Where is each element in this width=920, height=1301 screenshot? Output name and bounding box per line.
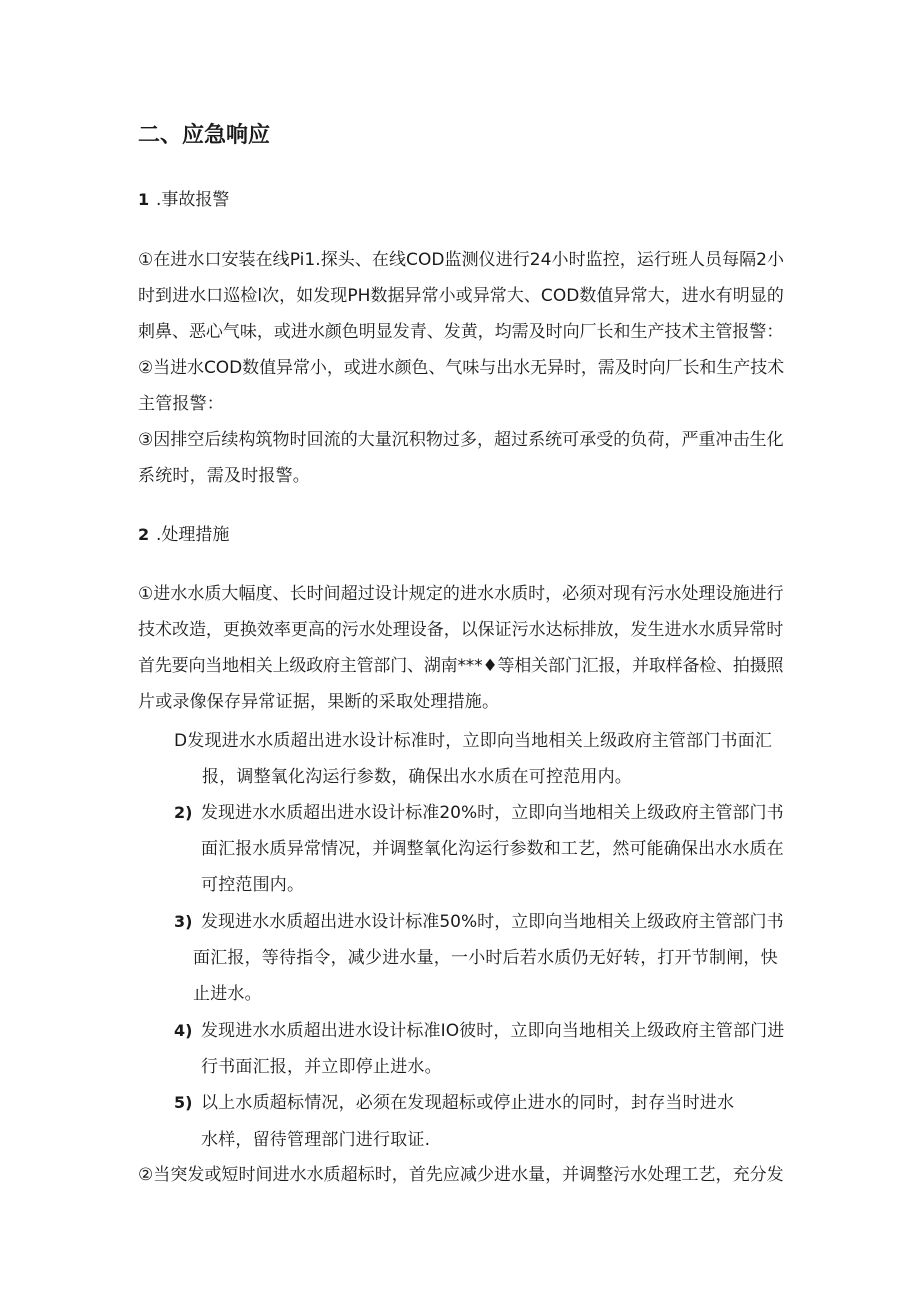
section2-title: .处理措施 bbox=[156, 525, 230, 545]
section2-line-3: 首先要向当地相关上级政府主管部门、湖南***♦等相关部门汇报，并取样备检、拍摄照 bbox=[138, 656, 784, 676]
section1-title: .事故报警 bbox=[156, 190, 230, 210]
item3-line-2: 面汇报，等待指令，减少进水量，一小时后若水质仍无好转，打开节制闸，快 bbox=[193, 948, 778, 968]
item5-line-1: 以上水质超标情况，必须在发现超标或停止进水的同时，封存当时进水 bbox=[201, 1093, 735, 1113]
section1-line-3: 刺鼻、恶心气味，或进水颜色明显发青、发黄，均需及时向厂长和生产技术主管报警： bbox=[138, 322, 784, 342]
item3-line-1: 发现进水水质超出进水设计标准50%时，立即向当地相关上级政府主管部门书 bbox=[201, 912, 784, 932]
item4-line-2: 行书面汇报，并立即停止进水。 bbox=[201, 1057, 442, 1077]
item2-line-1: 发现进水水质超出进水设计标准20%时，立即向当地相关上级政府主管部门书 bbox=[201, 803, 784, 823]
item2-line-2: 面汇报水质异常情况，并调整氧化沟运行参数和工艺，然可能确保出水水质在 bbox=[201, 839, 784, 859]
section1-line-1: ①在进水口安装在线Pi1.探头、在线COD监测仪进行24小时监控，运行班人员每隔2小 bbox=[138, 250, 785, 270]
section2-line-2: 技术改造，更换效率更高的污水处理设备，以保证污水达标排放，发生进水水质异常时 bbox=[138, 620, 784, 640]
section1-line-2: 时到进水口巡检l次，如发现PH数据异常小或异常大、COD数值异常大，进水有明显的 bbox=[138, 286, 784, 306]
item4-line-1: 发现进水水质超出进水设计标准IO彼时，立即向当地相关上级政府主管部门进 bbox=[201, 1021, 785, 1041]
item2-line-3: 可控范围内。 bbox=[201, 875, 305, 895]
item3-number: 3) bbox=[174, 912, 193, 931]
section2-line-4: 片或录像保存异常证据，果断的采取处理措施。 bbox=[138, 692, 500, 712]
item3-line-3: 止进水。 bbox=[193, 984, 262, 1004]
section2-number: 2 bbox=[138, 525, 150, 544]
item1-line-2: 报，调整氧化沟运行参数，确保出水水质在可控范用内。 bbox=[202, 767, 632, 787]
item1-line-1: D发现进水水质超出进水设计标准时，立即向当地相关上级政府主管部门书面汇 bbox=[174, 731, 773, 751]
item4-number: 4) bbox=[174, 1021, 193, 1040]
section2-line-1: ①进水水质大幅度、长时间超过设计规定的进水水质时，必须对现有污水处理设施进行 bbox=[138, 584, 784, 604]
item5-number: 5) bbox=[174, 1093, 193, 1112]
item2-number: 2) bbox=[174, 803, 193, 822]
page-heading: 二、应急响应 bbox=[138, 123, 271, 148]
section1-number: 1 bbox=[138, 190, 150, 209]
section1-line-6: ③因排空后续构筑物时回流的大量沉积物过多，超过系统可承受的负荷，严重冲击生化 bbox=[138, 430, 784, 450]
final-line: ②当突发或短时间进水水质超标时，首先应减少进水量，并调整污水处理工艺，充分发 bbox=[138, 1165, 784, 1185]
section1-line-4: ②当进水COD数值异常小，或进水颜色、气味与出水无异时，需及时向厂长和生产技术 bbox=[138, 358, 785, 378]
section1-line-7: 系统时，需及时报警。 bbox=[138, 466, 310, 486]
item5-line-2: 水样，留待管理部门进行取证. bbox=[201, 1130, 431, 1150]
section1-line-5: 主管报警： bbox=[138, 394, 224, 414]
